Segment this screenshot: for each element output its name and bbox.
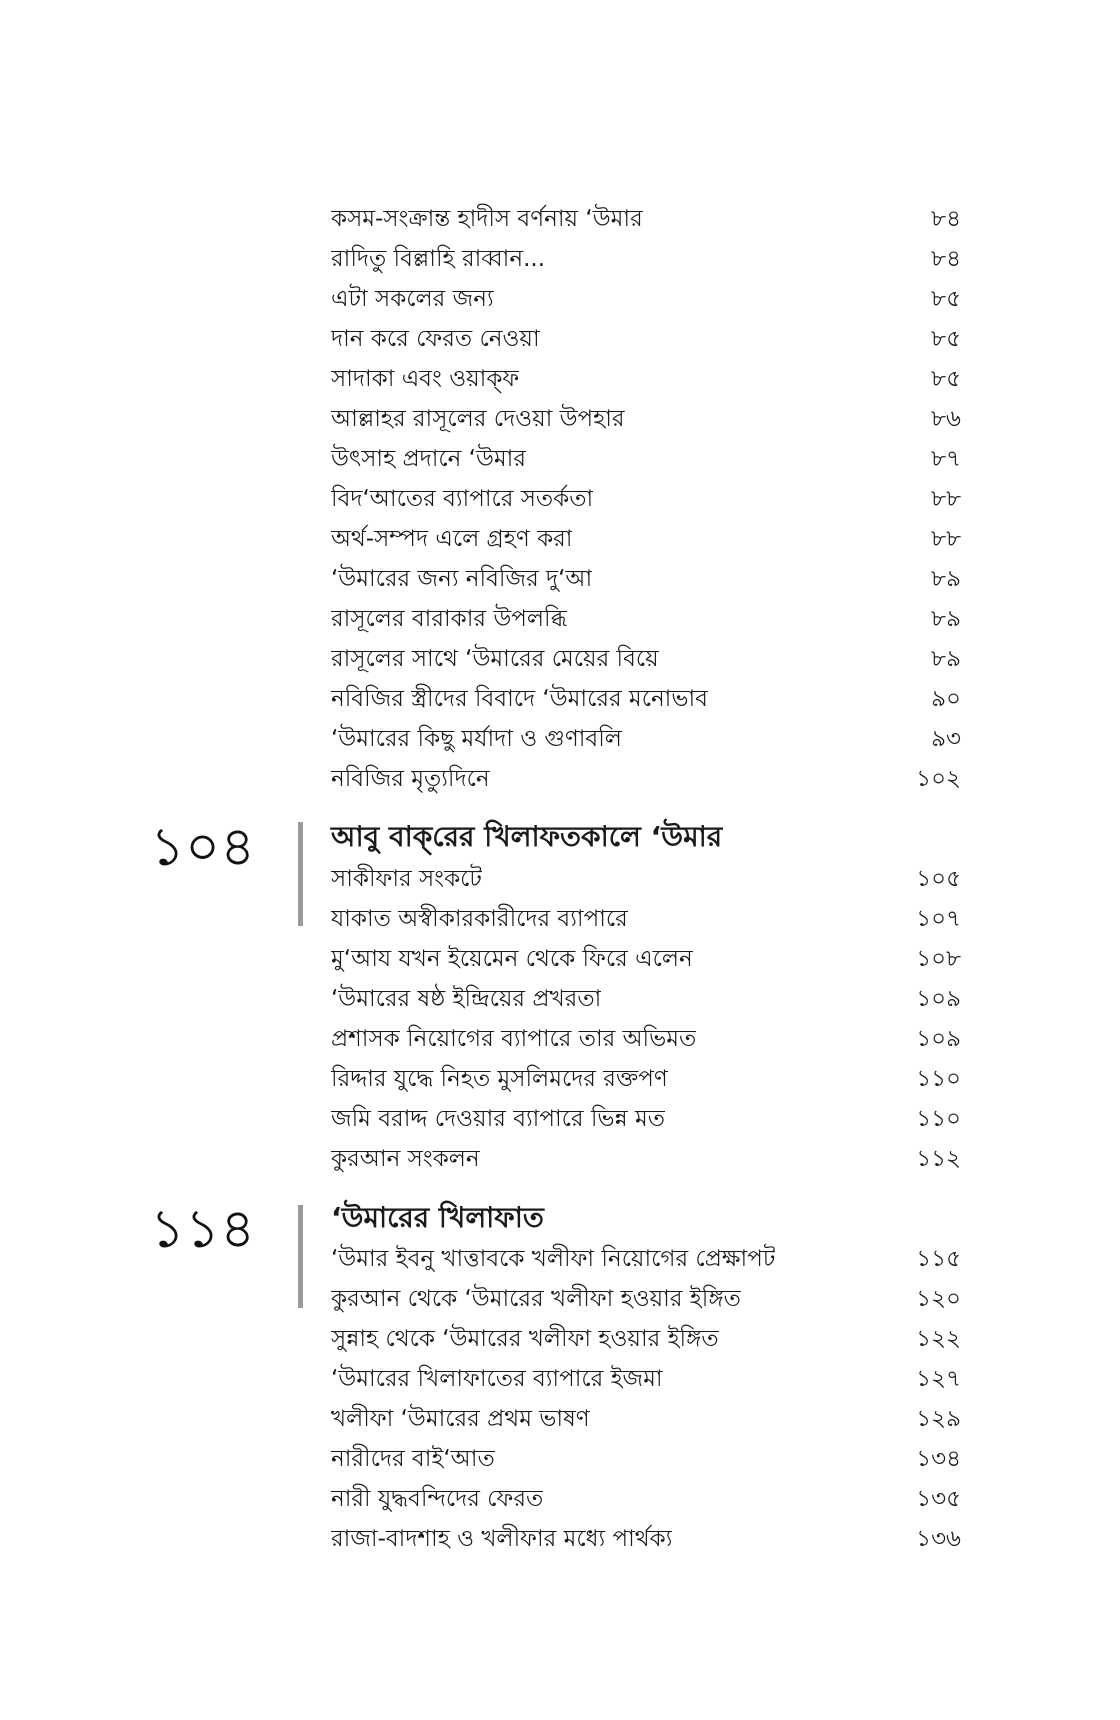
- toc-entry-page: ১০৮: [916, 946, 961, 972]
- toc-entry: [331, 239, 961, 279]
- toc-entry: [331, 859, 961, 899]
- toc-entry: [331, 679, 961, 719]
- toc-entry-page: ৮৮: [931, 486, 961, 512]
- toc-entry-title: সাদাকা এবং ওয়াক্ফ: [331, 366, 520, 392]
- toc-entry: [331, 899, 961, 939]
- toc-entry-title: অর্থ-সম্পদ এলে গ্রহণ করা: [331, 526, 573, 552]
- toc-entry: [331, 479, 961, 519]
- toc-entry: [331, 1099, 961, 1139]
- toc-entry-title: বিদ‘আতের ব্যাপারে সতর্কতা: [331, 486, 594, 512]
- toc-entry-page: ১০৫: [916, 866, 961, 892]
- toc-entry-page: ৮৫: [931, 326, 961, 352]
- toc-entry: [331, 1479, 961, 1519]
- toc-entry-page: ১০৯: [916, 986, 961, 1012]
- toc-entry-title: যাকাত অস্বীকারকারীদের ব্যাপারে: [331, 906, 628, 932]
- toc-entry-page: ৮৭: [931, 446, 961, 472]
- toc-entry-page: ১১০: [916, 1106, 961, 1132]
- toc-entry: [331, 319, 961, 359]
- toc-entry-page: ১০৯: [916, 1026, 961, 1052]
- toc-entry-page: ১০৭: [916, 906, 961, 932]
- chapter-title: ‘উমারের খিলাফাত: [331, 1201, 544, 1234]
- toc-entry-page: ৮৪: [931, 206, 961, 232]
- toc-entry-page: ৯০: [931, 686, 961, 712]
- toc-entry-page: ৮৬: [931, 406, 961, 432]
- toc-entry-title: উৎসাহ প্রদানে ‘উমার: [331, 446, 526, 472]
- chapter-page-number: ১১৪: [150, 1197, 256, 1260]
- toc-entry: [331, 1239, 961, 1279]
- toc-entry: [331, 1019, 961, 1059]
- toc-entry: [331, 939, 961, 979]
- toc-entry-title: রাজা-বাদশাহ ও খলীফার মধ্যে পার্থক্য: [331, 1526, 673, 1552]
- toc-entry: [331, 1279, 961, 1319]
- toc-entry-page: ১১২: [916, 1146, 961, 1172]
- toc-entry-title: খলীফা ‘উমারের প্রথম ভাষণ: [331, 1406, 590, 1432]
- chapter-divider-bar: [298, 1205, 303, 1308]
- toc-entry-title: নবিজির স্ত্রীদের বিবাদে ‘উমারের মনোভাব: [331, 686, 708, 712]
- toc-entry-title: কুরআন থেকে ‘উমারের খলীফা হওয়ার ইঙ্গিত: [331, 1286, 741, 1312]
- toc-entry: [331, 639, 961, 679]
- toc-entry-title: ‘উমারের জন্য নবিজির দু‘আ: [331, 566, 593, 592]
- toc-entry-title: রাসূলের বারাকার উপলব্ধি: [331, 606, 568, 632]
- toc-entry: [331, 1059, 961, 1099]
- toc-entry: [331, 279, 961, 319]
- toc-entry-title: ‘উমারের ষষ্ঠ ইন্দ্রিয়ের প্রখরতা: [331, 986, 602, 1012]
- toc-entry-title: ‘উমার ইবনু খাত্তাবকে খলীফা নিয়োগের প্রেক্ষাপট: [331, 1246, 776, 1272]
- toc-entry-title: প্রশাসক নিয়োগের ব্যাপারে তার অভিমত: [331, 1026, 697, 1052]
- chapter-divider-bar: [298, 822, 303, 926]
- toc-entry-title: জমি বরাদ্দ দেওয়ার ব্যাপারে ভিন্ন মত: [331, 1106, 666, 1132]
- toc-entry-page: ১৩৬: [916, 1526, 961, 1552]
- toc-entry-title: নবিজির মৃত্যুদিনে: [331, 766, 490, 792]
- toc-entry-title: নারী যুদ্ধবন্দিদের ফেরত: [331, 1486, 544, 1512]
- toc-entry: [331, 399, 961, 439]
- toc-entry-page: ৮৪: [931, 246, 961, 272]
- toc-entry-page: ৮৯: [931, 566, 961, 592]
- toc-entry: [331, 1359, 961, 1399]
- toc-entry-page: ১০২: [916, 766, 961, 792]
- toc-entry-page: ৮৫: [931, 366, 961, 392]
- toc-entry-page: ১২৭: [916, 1366, 961, 1392]
- toc-entry-title: রাদিতু বিল্লাহি রাব্বান...: [331, 246, 546, 272]
- toc-entry-title: কুরআন সংকলন: [331, 1146, 480, 1172]
- toc-entry-page: ১১৫: [916, 1246, 961, 1272]
- toc-entry-title: ‘উমারের খিলাফাতের ব্যাপারে ইজমা: [331, 1366, 663, 1392]
- toc-entry-page: ১২০: [916, 1286, 961, 1312]
- toc-entry-page: ১৩৪: [916, 1446, 961, 1472]
- toc-entry: [331, 599, 961, 639]
- toc-entry: [331, 1319, 961, 1359]
- toc-entry-page: ৯৩: [931, 726, 961, 752]
- toc-entry-title: ‘উমারের কিছু মর্যাদা ও গুণাবলি: [331, 726, 622, 752]
- toc-entry-title: সুন্নাহ থেকে ‘উমারের খলীফা হওয়ার ইঙ্গিত: [331, 1326, 719, 1352]
- toc-entry-title: রাসূলের সাথে ‘উমারের মেয়ের বিয়ে: [331, 646, 659, 672]
- toc-entry-page: ৮৯: [931, 606, 961, 632]
- toc-entry: [331, 1439, 961, 1479]
- toc-entry-title: কসম-সংক্রান্ত হাদীস বর্ণনায় ‘উমার: [331, 206, 643, 232]
- toc-entry-page: ৮৮: [931, 526, 961, 552]
- toc-entry-title: এটা সকলের জন্য: [331, 286, 494, 312]
- toc-entry: [331, 759, 961, 799]
- toc-entry-page: ১২৯: [916, 1406, 961, 1432]
- toc-entry-page: ১২২: [916, 1326, 961, 1352]
- toc-entry: [331, 559, 961, 599]
- toc-entry-page: ৮৯: [931, 646, 961, 672]
- chapter-title: আবু বাক্‌রের খিলাফতকালে ‘উমার: [331, 820, 723, 853]
- toc-entry: [331, 439, 961, 479]
- toc-entry: [331, 1139, 961, 1179]
- toc-entry-page: ৮৫: [931, 286, 961, 312]
- toc-entry: [331, 719, 961, 759]
- toc-entry-title: মু‘আয যখন ইয়েমেন থেকে ফিরে এলেন: [331, 946, 693, 972]
- toc-entry-title: নারীদের বাই‘আত: [331, 1446, 495, 1472]
- toc-entry: [331, 199, 961, 239]
- toc-entry: [331, 1399, 961, 1439]
- chapter-page-number: ১০৪: [150, 815, 256, 878]
- toc-entry-title: রিদ্দার যুদ্ধে নিহত মুসলিমদের রক্তপণ: [331, 1066, 668, 1092]
- toc-entry: [331, 979, 961, 1019]
- toc-entry-page: ১১০: [916, 1066, 961, 1092]
- toc-entry-title: সাকীফার সংকটে: [331, 866, 482, 892]
- toc-entry-title: আল্লাহর রাসূলের দেওয়া উপহার: [331, 406, 625, 432]
- toc-entry: [331, 359, 961, 399]
- toc-entry: [331, 1519, 961, 1559]
- toc-entry-title: দান করে ফেরত নেওয়া: [331, 326, 540, 352]
- toc-entry: [331, 519, 961, 559]
- toc-entry-page: ১৩৫: [916, 1486, 961, 1512]
